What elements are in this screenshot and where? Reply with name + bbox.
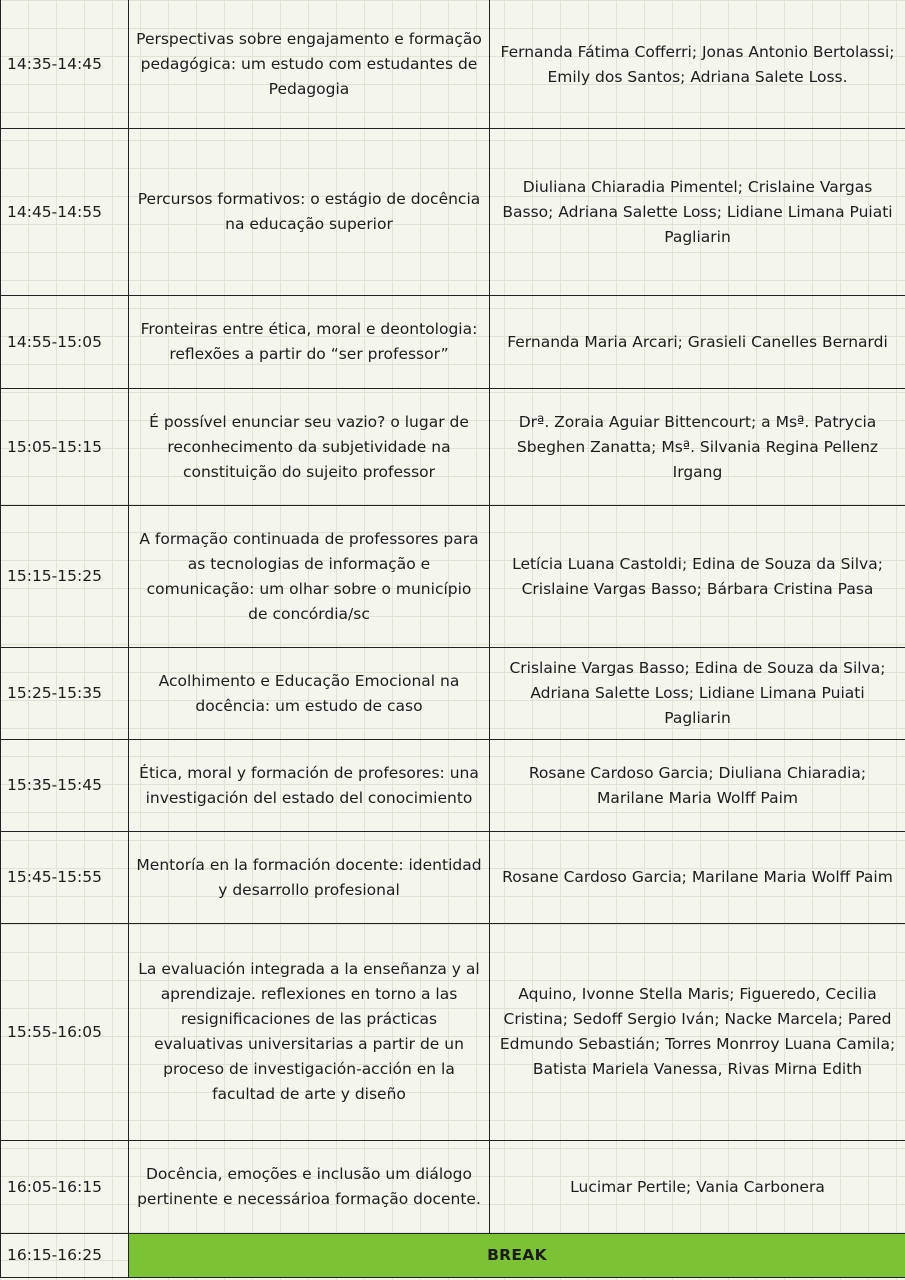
session-authors: Fernanda Fátima Cofferri; Jonas Antonio Bertolassi; Emily dos Santos; Adriana Salete Loss. xyxy=(490,1,905,129)
session-title: Percursos formativos: o estágio de docência na educação superior xyxy=(129,129,490,296)
session-time: 15:05-15:15 xyxy=(1,389,129,506)
break-label: BREAK xyxy=(129,1234,905,1278)
session-time: 15:35-15:45 xyxy=(1,740,129,832)
session-authors: Rosane Cardoso Garcia; Marilane Maria Wolff Paim xyxy=(490,832,905,924)
session-authors: Drª. Zoraia Aguiar Bittencourt; a Msª. Patrycia Sbeghen Zanatta; Msª. Silvania Regina Pellenz Irgang xyxy=(490,389,905,506)
session-time: 15:55-16:05 xyxy=(1,924,129,1141)
session-time: 15:15-15:25 xyxy=(1,506,129,648)
break-time: 16:15-16:25 xyxy=(1,1234,129,1278)
table-row xyxy=(1,832,905,924)
table-row xyxy=(1,389,905,506)
table-row xyxy=(1,129,905,296)
session-authors: Fernanda Maria Arcari; Grasieli Canelles Bernardi xyxy=(490,296,905,389)
session-title: La evaluación integrada a la enseñanza y al aprendizaje. reflexiones en torno a las resignificaciones de las prácticas evaluativas universitarias a partir de un proceso de investigación-acción en la facultad de arte y diseño xyxy=(129,924,490,1141)
session-authors: Rosane Cardoso Garcia; Diuliana Chiaradia; Marilane Maria Wolff Paim xyxy=(490,740,905,832)
session-title: Perspectivas sobre engajamento e formação pedagógica: um estudo com estudantes de Pedagogia xyxy=(129,1,490,129)
session-authors: Crislaine Vargas Basso; Edina de Souza da Silva; Adriana Salette Loss; Lidiane Limana Puiati Pagliarin xyxy=(490,648,905,740)
session-title: Mentoría en la formación docente: identidad y desarrollo profesional xyxy=(129,832,490,924)
session-title: Ética, moral y formación de profesores: una investigación del estado del conocimiento xyxy=(129,740,490,832)
table-row xyxy=(1,1141,905,1234)
session-time: 15:25-15:35 xyxy=(1,648,129,740)
table-row xyxy=(1,648,905,740)
session-authors: Lucimar Pertile; Vania Carbonera xyxy=(490,1141,905,1234)
session-time: 15:45-15:55 xyxy=(1,832,129,924)
session-time: 14:35-14:45 xyxy=(1,1,129,129)
table-row xyxy=(1,924,905,1141)
table-row xyxy=(1,506,905,648)
session-authors: Letícia Luana Castoldi; Edina de Souza da Silva; Crislaine Vargas Basso; Bárbara Cristina Pasa xyxy=(490,506,905,648)
session-title: Docência, emoções e inclusão um diálogo pertinente e necessárioa formação docente. xyxy=(129,1141,490,1234)
table-row xyxy=(1,296,905,389)
session-title: Acolhimento e Educação Emocional na docência: um estudo de caso xyxy=(129,648,490,740)
session-title: É possível enunciar seu vazio? o lugar de reconhecimento da subjetividade na constituição do sujeito professor xyxy=(129,389,490,506)
session-time: 14:55-15:05 xyxy=(1,296,129,389)
table-row xyxy=(1,1,905,129)
session-title: A formação continuada de professores para as tecnologias de informação e comunicação: um olhar sobre o município de concórdia/sc xyxy=(129,506,490,648)
session-time: 16:05-16:15 xyxy=(1,1141,129,1234)
session-title: Fronteiras entre ética, moral e deontologia: reflexões a partir do “ser professor” xyxy=(129,296,490,389)
session-time: 14:45-14:55 xyxy=(1,129,129,296)
session-authors: Diuliana Chiaradia Pimentel; Crislaine Vargas Basso; Adriana Salette Loss; Lidiane Limana Puiati Pagliarin xyxy=(490,129,905,296)
table-row xyxy=(1,740,905,832)
break-row xyxy=(1,1234,905,1278)
session-authors: Aquino, Ivonne Stella Maris; Figueredo, Cecilia Cristina; Sedoff Sergio Iván; Nacke Marcela; Pared Edmundo Sebastián; Torres Monrroy Luana Camila; Batista Mariela Vanessa, Rivas Mirna Edith xyxy=(490,924,905,1141)
